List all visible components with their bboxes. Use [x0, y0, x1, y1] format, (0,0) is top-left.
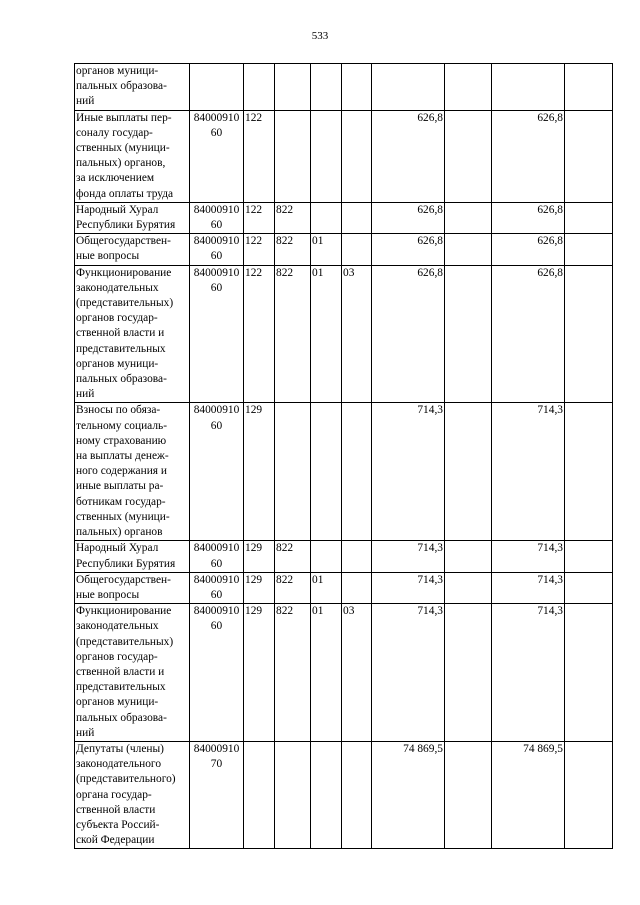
table-row: [75, 604, 613, 742]
cell-amount-total: [492, 64, 565, 111]
cell-empty: [565, 64, 613, 111]
cell-empty: [445, 403, 492, 541]
cell-expense-type: 129: [244, 604, 275, 742]
cell-section: [311, 741, 342, 848]
cell-amount-total: 714,3: [492, 541, 565, 572]
cell-section: 01: [311, 265, 342, 403]
page-number: 533: [311, 30, 329, 42]
cell-subsection: [342, 234, 372, 265]
cell-section: [311, 202, 342, 233]
cell-amount-total: 626,8: [492, 265, 565, 403]
cell-amount-total: 714,3: [492, 403, 565, 541]
cell-subsection: [342, 202, 372, 233]
cell-ministry-code: 822: [275, 265, 311, 403]
cell-subsection: [342, 741, 372, 848]
cell-subsection: [342, 403, 372, 541]
cell-empty: [565, 741, 613, 848]
cell-amount: 626,8: [372, 202, 445, 233]
cell-ministry-code: [275, 110, 311, 202]
cell-name: Общегосударствен- ные вопросы: [75, 234, 190, 265]
cell-ministry-code: 822: [275, 604, 311, 742]
cell-amount: 626,8: [372, 234, 445, 265]
cell-name: Взносы по обяза- тельному социаль- ному страхованию на выплаты денеж- ного содержания и иные выплаты ра- ботникам государ- ственных (муници- пальных) органов: [75, 403, 190, 541]
table-row: [75, 64, 613, 111]
cell-amount-total: 626,8: [492, 202, 565, 233]
cell-amount: 714,3: [372, 541, 445, 572]
cell-expense-type: 122: [244, 234, 275, 265]
cell-name: Функционирование законодательных (представительных) органов государ- ственной власти и представительных органов муници- пальных образова- ний: [75, 604, 190, 742]
cell-empty: [445, 541, 492, 572]
cell-target-code: 84000910 60: [190, 403, 244, 541]
cell-section: 01: [311, 572, 342, 603]
cell-subsection: 03: [342, 265, 372, 403]
cell-name: Функционирование законодательных (представительных) органов государ- ственной власти и представительных органов муници- пальных образова- ний: [75, 265, 190, 403]
cell-amount-total: 74 869,5: [492, 741, 565, 848]
cell-amount-total: 626,8: [492, 110, 565, 202]
cell-expense-type: 129: [244, 541, 275, 572]
cell-empty: [565, 403, 613, 541]
cell-subsection: [342, 572, 372, 603]
cell-section: 01: [311, 604, 342, 742]
cell-empty: [565, 541, 613, 572]
cell-subsection: 03: [342, 604, 372, 742]
cell-expense-type: [244, 64, 275, 111]
cell-empty: [565, 604, 613, 742]
cell-empty: [445, 64, 492, 111]
cell-name: Общегосударствен- ные вопросы: [75, 572, 190, 603]
cell-target-code: 84000910 60: [190, 541, 244, 572]
cell-section: [311, 403, 342, 541]
cell-amount-total: 714,3: [492, 604, 565, 742]
cell-amount: 714,3: [372, 403, 445, 541]
cell-target-code: [190, 64, 244, 111]
cell-empty: [445, 741, 492, 848]
cell-subsection: [342, 541, 372, 572]
cell-amount: 626,8: [372, 110, 445, 202]
cell-expense-type: 129: [244, 403, 275, 541]
cell-section: [311, 541, 342, 572]
cell-empty: [565, 110, 613, 202]
cell-ministry-code: 822: [275, 572, 311, 603]
cell-subsection: [342, 64, 372, 111]
table-row: [75, 110, 613, 202]
table-row: [75, 541, 613, 572]
table-row: [75, 741, 613, 848]
cell-target-code: 84000910 60: [190, 202, 244, 233]
cell-target-code: 84000910 60: [190, 234, 244, 265]
cell-name: Народный Хурал Республики Бурятия: [75, 541, 190, 572]
cell-expense-type: [244, 741, 275, 848]
cell-ministry-code: 822: [275, 541, 311, 572]
cell-expense-type: 122: [244, 265, 275, 403]
cell-empty: [445, 234, 492, 265]
cell-empty: [565, 265, 613, 403]
cell-subsection: [342, 110, 372, 202]
cell-target-code: 84000910 70: [190, 741, 244, 848]
cell-amount-total: 626,8: [492, 234, 565, 265]
cell-target-code: 84000910 60: [190, 604, 244, 742]
cell-empty: [565, 202, 613, 233]
cell-empty: [565, 572, 613, 603]
cell-amount: 626,8: [372, 265, 445, 403]
table-row: [75, 572, 613, 603]
cell-expense-type: 129: [244, 572, 275, 603]
cell-name: Народный Хурал Республики Бурятия: [75, 202, 190, 233]
cell-empty: [445, 604, 492, 742]
cell-section: [311, 64, 342, 111]
cell-ministry-code: [275, 64, 311, 111]
cell-ministry-code: [275, 741, 311, 848]
cell-name: органов муници- пальных образова- ний: [75, 64, 190, 111]
cell-amount: [372, 64, 445, 111]
cell-expense-type: 122: [244, 110, 275, 202]
cell-ministry-code: 822: [275, 234, 311, 265]
cell-name: Депутаты (члены) законодательного (представительного) органа государ- ственной власти субъекта Россий- ской Федерации: [75, 741, 190, 848]
table-row: [75, 202, 613, 233]
table-row: [75, 265, 613, 403]
table-row: [75, 234, 613, 265]
cell-target-code: 84000910 60: [190, 110, 244, 202]
cell-empty: [445, 572, 492, 603]
cell-amount-total: 714,3: [492, 572, 565, 603]
cell-empty: [445, 202, 492, 233]
table-row: [75, 403, 613, 541]
cell-ministry-code: 822: [275, 202, 311, 233]
cell-target-code: 84000910 60: [190, 572, 244, 603]
cell-ministry-code: [275, 403, 311, 541]
cell-empty: [445, 110, 492, 202]
cell-empty: [565, 234, 613, 265]
budget-table: [74, 63, 613, 849]
cell-empty: [445, 265, 492, 403]
cell-name: Иные выплаты пер- соналу государ- ственных (муници- пальных) органов, за исключением фонда оплаты труда: [75, 110, 190, 202]
cell-amount: 714,3: [372, 604, 445, 742]
table-body: [75, 64, 613, 849]
cell-section: 01: [311, 234, 342, 265]
cell-expense-type: 122: [244, 202, 275, 233]
cell-section: [311, 110, 342, 202]
cell-amount: 74 869,5: [372, 741, 445, 848]
cell-amount: 714,3: [372, 572, 445, 603]
cell-target-code: 84000910 60: [190, 265, 244, 403]
